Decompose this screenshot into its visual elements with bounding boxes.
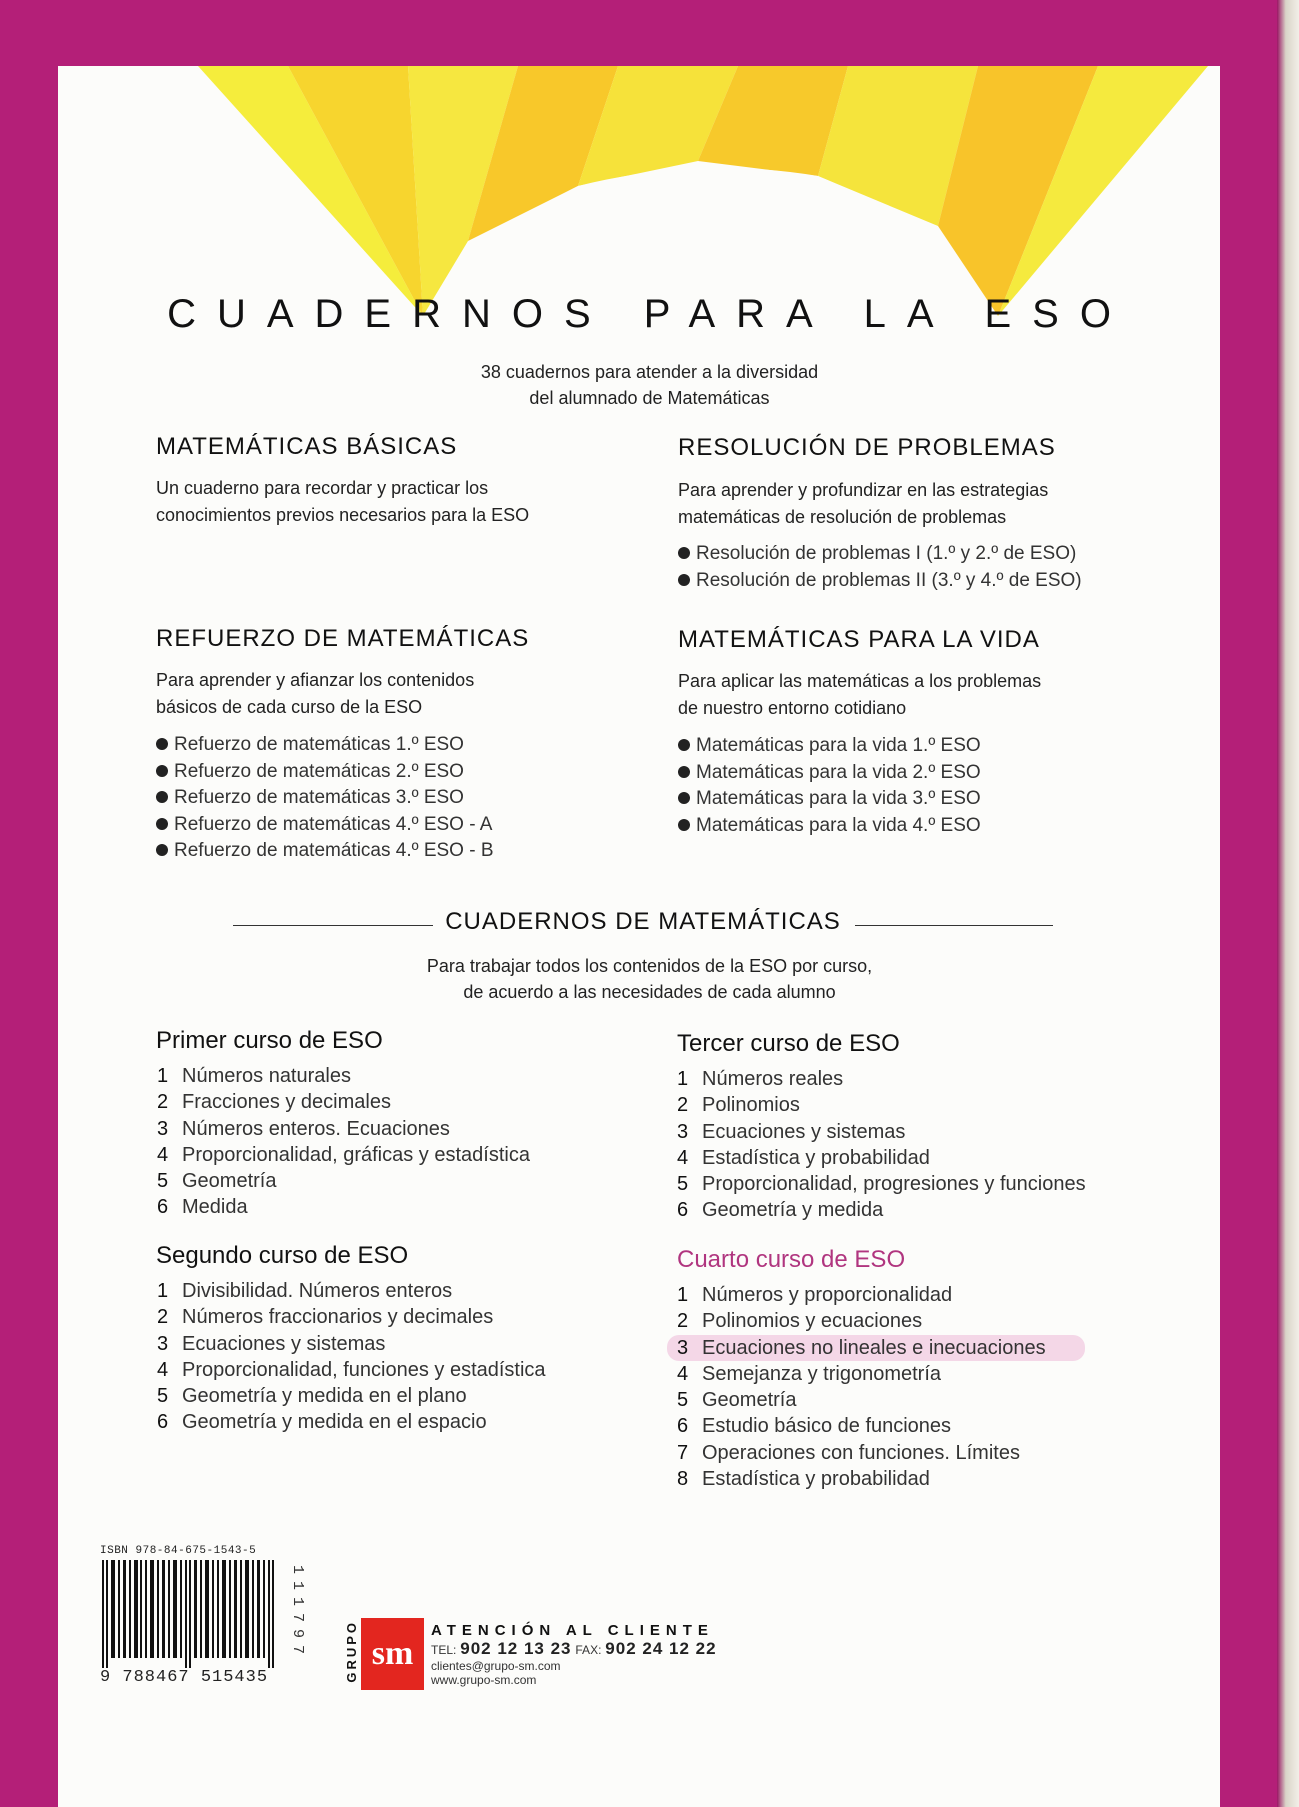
barcode-side-code: 111797 bbox=[289, 1565, 306, 1662]
item-label: Semejanza y trigonometría bbox=[702, 1362, 942, 1385]
item-number: 6 bbox=[677, 1199, 689, 1222]
course-item bbox=[677, 1466, 1085, 1492]
item-number: 6 bbox=[157, 1411, 169, 1434]
sm-logo: sm bbox=[361, 1618, 424, 1690]
desc-line: Para aplicar las matemáticas a los problemas bbox=[678, 671, 1042, 691]
item-number: 3 bbox=[677, 1120, 689, 1143]
tel-label: TEL: bbox=[431, 1643, 457, 1657]
item-number: 4 bbox=[157, 1143, 169, 1166]
list-item: Matemáticas para la vida 4.º ESO bbox=[678, 813, 981, 840]
list-item: Matemáticas para la vida 1.º ESO bbox=[678, 733, 981, 760]
course-item bbox=[677, 1171, 1086, 1197]
section-title-refuerzo: REFUERZO DE MATEMÁTICAS bbox=[156, 625, 530, 652]
item-number: 2 bbox=[677, 1094, 689, 1117]
course-item bbox=[157, 1383, 546, 1409]
item-number: 4 bbox=[677, 1362, 689, 1385]
list-vida bbox=[678, 733, 981, 839]
item-label: Estadística y probabilidad bbox=[702, 1146, 930, 1169]
course-item bbox=[677, 1308, 1085, 1334]
course-item-highlighted bbox=[667, 1335, 1085, 1361]
item-label: Polinomios y ecuaciones bbox=[702, 1310, 923, 1333]
desc-line: Para aprender y afianzar los contenidos bbox=[156, 670, 475, 690]
section-title-cuadernos: CUADERNOS DE MATEMÁTICAS bbox=[445, 908, 841, 935]
desc-line: matemáticas de resolución de problemas bbox=[678, 507, 1007, 527]
section-title-resolucion: RESOLUCIÓN DE PROBLEMAS bbox=[678, 434, 1056, 461]
page-subtitle bbox=[0, 359, 1299, 411]
section-desc-basicas bbox=[156, 475, 529, 529]
list-refuerzo bbox=[156, 732, 494, 865]
item-number: 1 bbox=[157, 1280, 169, 1302]
item-number: 6 bbox=[157, 1196, 169, 1219]
item-number: 1 bbox=[677, 1068, 689, 1090]
desc-line: de nuestro entorno cotidiano bbox=[678, 698, 907, 718]
course-item bbox=[677, 1066, 1086, 1092]
course-list-segundo bbox=[157, 1278, 546, 1436]
item-label: Proporcionalidad, gráficas y estadística bbox=[182, 1143, 530, 1166]
customer-service-block bbox=[431, 1622, 717, 1687]
item-number: 6 bbox=[677, 1415, 689, 1438]
desc-line: básicos de cada curso de la ESO bbox=[156, 697, 423, 717]
item-number: 4 bbox=[157, 1358, 169, 1381]
item-number: 3 bbox=[157, 1117, 169, 1140]
barcode-digits: 9 788467 515435 bbox=[100, 1668, 269, 1687]
course-item bbox=[157, 1116, 530, 1142]
item-number: 5 bbox=[677, 1173, 689, 1196]
item-label: Estadística y probabilidad bbox=[702, 1468, 930, 1491]
course-item bbox=[157, 1089, 530, 1115]
item-label: Proporcionalidad, progresiones y funciones bbox=[702, 1173, 1086, 1196]
customer-service-title: ATENCIÓN AL CLIENTE bbox=[431, 1622, 714, 1639]
course-item bbox=[677, 1197, 1086, 1223]
item-label: Proporcionalidad, funciones y estadística bbox=[182, 1358, 546, 1381]
list-item: Matemáticas para la vida 2.º ESO bbox=[678, 760, 981, 787]
course-item bbox=[677, 1440, 1085, 1466]
list-item: Refuerzo de matemáticas 1.º ESO bbox=[156, 732, 494, 759]
desc-line: Para trabajar todos los contenidos de la ESO por curso, bbox=[426, 956, 873, 976]
item-number: 5 bbox=[677, 1389, 689, 1412]
isbn-text: ISBN 978-84-675-1543-5 bbox=[100, 1545, 257, 1557]
item-label: Números fraccionarios y decimales bbox=[182, 1306, 494, 1329]
item-label: Números naturales bbox=[182, 1065, 351, 1087]
desc-line: conocimientos previos necesarios para la ESO bbox=[156, 505, 530, 525]
subtitle-line: 38 cuadernos para atender a la diversidad bbox=[480, 362, 819, 382]
course-item bbox=[157, 1331, 546, 1357]
course-item bbox=[677, 1361, 1085, 1387]
item-label: Divisibilidad. Números enteros bbox=[182, 1280, 453, 1302]
item-label: Ecuaciones y sistemas bbox=[702, 1120, 906, 1143]
item-label: Geometría bbox=[182, 1170, 277, 1193]
item-label: Fracciones y decimales bbox=[182, 1091, 391, 1114]
section-title-basicas: MATEMÁTICAS BÁSICAS bbox=[156, 433, 458, 460]
item-label: Geometría bbox=[702, 1389, 797, 1412]
course-item bbox=[157, 1357, 546, 1383]
fax-number: 902 24 12 22 bbox=[605, 1639, 717, 1658]
fax-label: FAX: bbox=[575, 1643, 602, 1657]
course-item bbox=[157, 1409, 546, 1435]
list-item: Matemáticas para la vida 3.º ESO bbox=[678, 786, 981, 813]
item-number: 1 bbox=[677, 1284, 689, 1306]
item-label: Medida bbox=[182, 1196, 248, 1219]
divider-left bbox=[233, 925, 433, 926]
course-title-cuarto: Cuarto curso de ESO bbox=[677, 1246, 906, 1273]
page-title: CUADERNOS PARA LA ESO bbox=[167, 292, 1132, 336]
course-title-segundo: Segundo curso de ESO bbox=[156, 1242, 409, 1269]
item-label: Números enteros. Ecuaciones bbox=[182, 1117, 450, 1140]
desc-line: Un cuaderno para recordar y practicar los bbox=[156, 478, 489, 498]
item-number: 3 bbox=[157, 1332, 169, 1355]
section-desc-cuadernos bbox=[0, 953, 1299, 1005]
course-item bbox=[677, 1282, 1085, 1308]
section-title-vida: MATEMÁTICAS PARA LA VIDA bbox=[678, 626, 1040, 653]
subtitle-line: del alumnado de Matemáticas bbox=[529, 388, 770, 408]
course-item bbox=[157, 1168, 530, 1194]
list-item: Refuerzo de matemáticas 3.º ESO bbox=[156, 785, 494, 812]
section-desc-vida bbox=[678, 668, 1041, 722]
tel-number: 902 12 13 23 bbox=[460, 1639, 572, 1658]
desc-line: de acuerdo a las necesidades de cada alumno bbox=[463, 982, 836, 1002]
course-title-primero: Primer curso de ESO bbox=[156, 1027, 383, 1054]
item-number: 7 bbox=[677, 1441, 689, 1464]
item-number: 2 bbox=[677, 1310, 689, 1333]
course-item bbox=[677, 1145, 1086, 1171]
course-title-tercero: Tercer curso de ESO bbox=[677, 1030, 900, 1057]
sunburst-graphic bbox=[198, 66, 1208, 316]
website-text: www.grupo-sm.com bbox=[431, 1673, 537, 1687]
item-label: Geometría y medida en el plano bbox=[182, 1385, 467, 1408]
list-resolucion bbox=[678, 541, 1082, 594]
item-label: Números y proporcionalidad bbox=[702, 1284, 953, 1306]
course-item bbox=[157, 1278, 546, 1304]
course-list-primero bbox=[157, 1063, 530, 1221]
course-item bbox=[157, 1304, 546, 1330]
course-item bbox=[677, 1119, 1086, 1145]
book-spine-edge bbox=[1277, 0, 1299, 1807]
item-number: 3 bbox=[677, 1336, 689, 1359]
grupo-label: GRUPO bbox=[344, 1620, 359, 1683]
item-label: Números reales bbox=[702, 1068, 844, 1090]
desc-line: Para aprender y profundizar en las estrategias bbox=[678, 480, 1049, 500]
barcode-bars bbox=[100, 1560, 276, 1668]
item-number: 2 bbox=[157, 1306, 169, 1329]
item-label: Polinomios bbox=[702, 1094, 800, 1117]
list-item: Resolución de problemas II (3.º y 4.º de ESO) bbox=[678, 568, 1082, 595]
list-item: Refuerzo de matemáticas 2.º ESO bbox=[156, 759, 494, 786]
section-desc-resolucion bbox=[678, 477, 1048, 531]
item-number: 1 bbox=[157, 1065, 169, 1087]
course-item bbox=[677, 1413, 1085, 1439]
item-number: 2 bbox=[157, 1091, 169, 1114]
course-item bbox=[677, 1387, 1085, 1413]
section-desc-refuerzo bbox=[156, 667, 474, 721]
item-number: 4 bbox=[677, 1146, 689, 1169]
item-label: Ecuaciones no lineales e inecuaciones bbox=[702, 1336, 1046, 1359]
item-number: 5 bbox=[157, 1385, 169, 1408]
course-list-tercero bbox=[677, 1066, 1086, 1224]
list-item: Resolución de problemas I (1.º y 2.º de ESO) bbox=[678, 541, 1082, 568]
item-label: Ecuaciones y sistemas bbox=[182, 1332, 386, 1355]
email-text: clientes@grupo-sm.com bbox=[431, 1659, 561, 1673]
list-item: Refuerzo de matemáticas 4.º ESO - B bbox=[156, 838, 494, 865]
course-item bbox=[677, 1092, 1086, 1118]
course-item bbox=[157, 1142, 530, 1168]
course-item bbox=[157, 1063, 530, 1089]
divider-right bbox=[855, 925, 1053, 926]
item-number: 8 bbox=[677, 1468, 689, 1491]
item-label: Geometría y medida en el espacio bbox=[182, 1411, 487, 1434]
course-list-cuarto bbox=[677, 1282, 1085, 1492]
item-number: 5 bbox=[157, 1170, 169, 1193]
item-label: Geometría y medida bbox=[702, 1199, 884, 1222]
item-label: Estudio básico de funciones bbox=[702, 1415, 952, 1438]
item-label: Operaciones con funciones. Límites bbox=[702, 1441, 1020, 1464]
list-item: Refuerzo de matemáticas 4.º ESO - A bbox=[156, 812, 494, 839]
phone-line bbox=[431, 1639, 717, 1659]
course-item bbox=[157, 1194, 530, 1220]
barcode bbox=[100, 1545, 276, 1695]
